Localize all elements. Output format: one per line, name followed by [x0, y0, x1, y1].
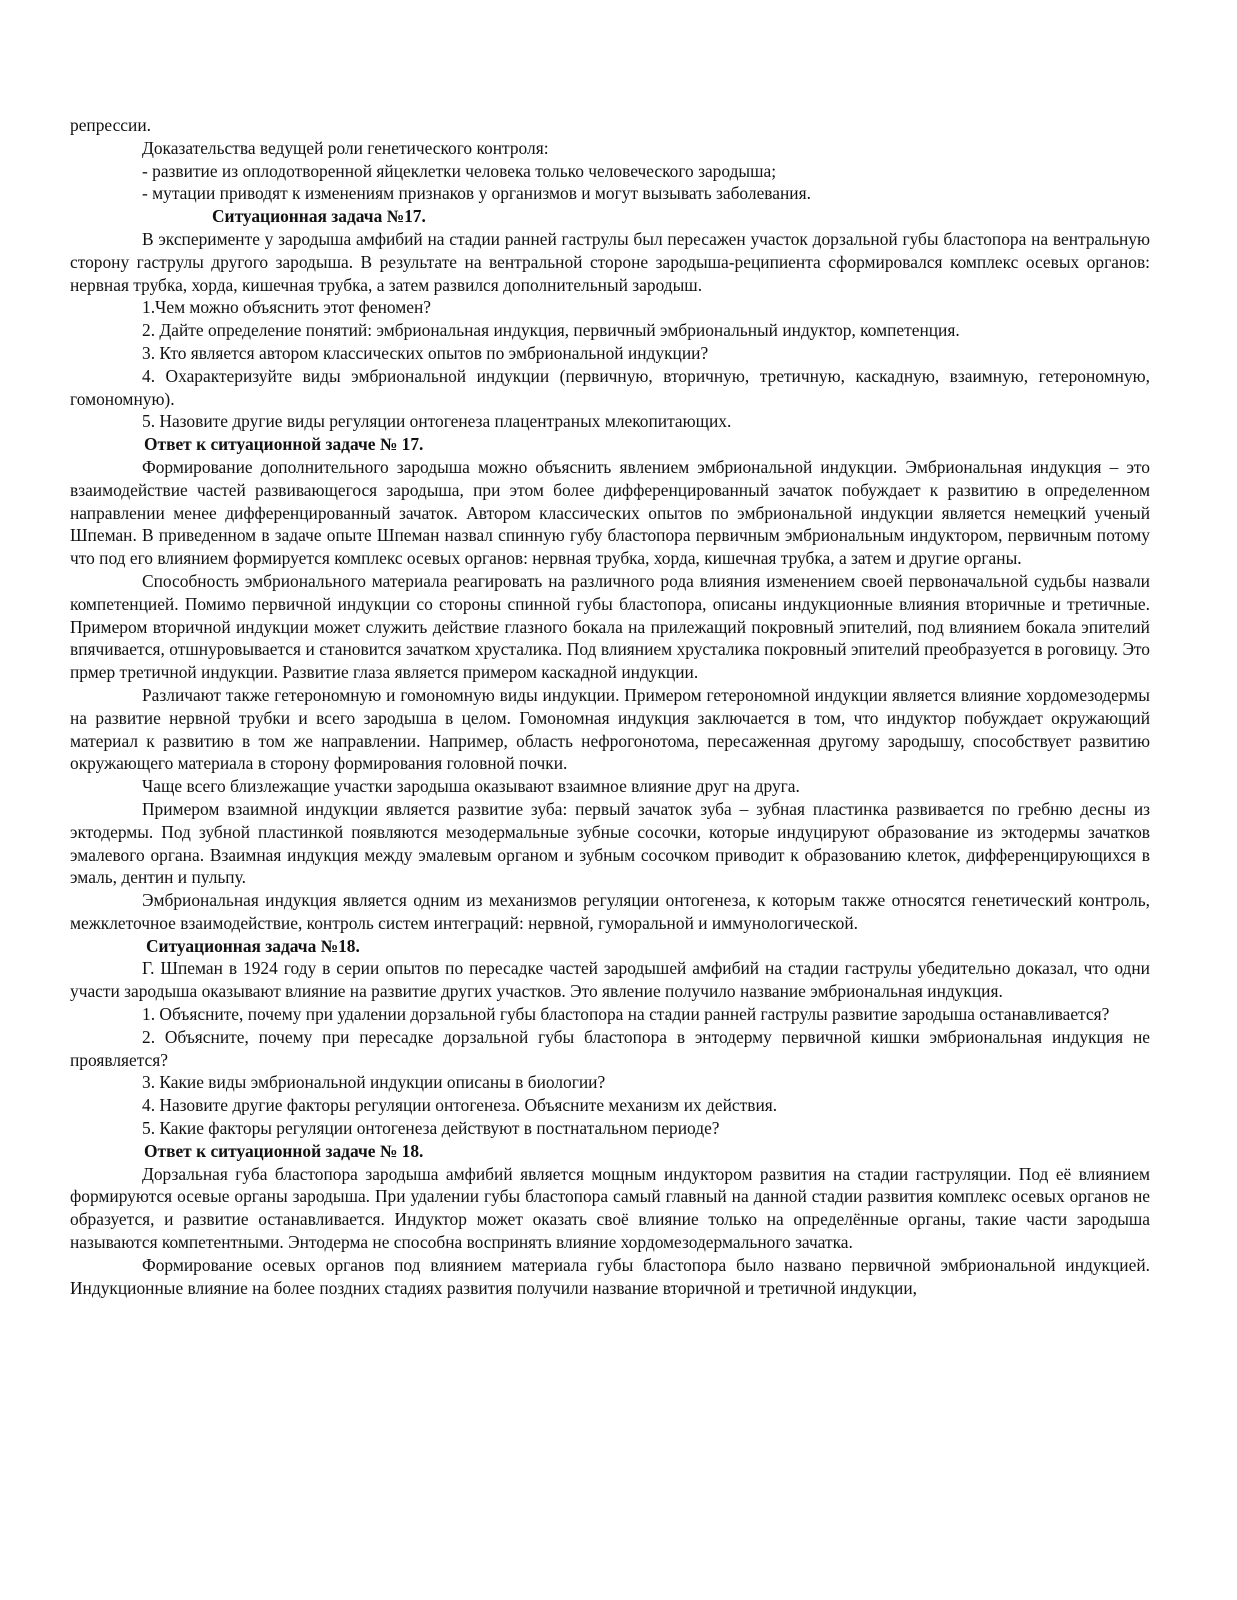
paragraph: Дорзальная губа бластопора зародыша амфибий является мощным индуктором развития на стадии гаструляции. Под её влиянием формируются осевые органы зародыша. При удалении губы бластопора самый главный на данной стадии развития комплекс осевых органов не образуется, и развитие останавливается. Индуктор может оказать своё влияние только на определённые органы, такие части зародыша называются компетентными. Энтодерма не способна воспринять влияние хордомезодермального зачатка.	[70, 1163, 1150, 1253]
paragraph: Эмбриональная индукция является одним из механизмов регуляции онтогенеза, к которым также относятся генетический контроль, межклеточное взаимодействие, контроль систем интеграций: нервной, гуморальной и иммунологической.	[70, 890, 1150, 933]
paragraph: Способность эмбрионального материала реагировать на различного рода влияния изменением своей первоначальной судьбы назвали компетенцией. Помимо первичной индукции со стороны спинной губы бластопора, описаны индукционные влияния вторичные и третичные. Примером вторичной индукции может служить действие глазного бокала на прилежащий покровный эпителий, под влиянием бокала эпителий впячивается, отшнуровывается и становится зачатком хрусталика. Под влиянием хрусталика покровный эпителий преобразуется в роговицу. Это прмер третичной индукции. Развитие глаза является примером каскадной индукции.	[70, 570, 1150, 683]
paragraph: репрессии.	[70, 115, 151, 135]
section-heading: Ответ к ситуационной задаче № 17.	[144, 434, 424, 455]
section-heading: Ответ к ситуационной задаче № 18.	[144, 1140, 424, 1161]
paragraph: Чаще всего близлежащие участки зародыша оказывают взаимное влияние друг на друга.	[142, 776, 800, 797]
paragraph: 5. Какие факторы регуляции онтогенеза действуют в постнатальном периоде?	[142, 1118, 720, 1139]
paragraph: 2. Дайте определение понятий: эмбриональная индукция, первичный эмбриональный индуктор, компетенция.	[142, 320, 960, 341]
paragraph: В эксперименте у зародыша амфибий на стадии ранней гаструлы был пересажен участок дорзальной губы бластопора на вентральную сторону гаструлы другого зародыша. В результате на вентральной стороне зародыша-реципиента сформировался комплекс осевых органов: нервная трубка, хорда, кишечная трубка, а затем развился дополнительный зародыш.	[70, 228, 1150, 295]
paragraph: Примером взаимной индукции является развитие зуба: первый зачаток зуба – зубная пластинка развивается по гребню десны из эктодермы. Под зубной пластинкой появляются мезодермальные зубные сосочки, которые индуцируют образование из эктодермы зачатков эмалевого органа. Взаимная индукция между эмалевым органом и зубным сосочком приводит к образованию клеток, дифференцирующихся в эмаль, дентин и пульпу.	[70, 798, 1150, 888]
paragraph: 5. Назовите другие виды регуляции онтогенеза плацентраных млекопитающих.	[142, 411, 732, 432]
paragraph: Формирование дополнительного зародыша можно объяснить явлением эмбриональной индукции. Эмбриональная индукция – это взаимодействие частей развивающегося зародыша, при этом более дифференцированный зачаток побуждает к развитию в определенном направлении менее дифференцированный зачаток. Автором классических опытов по эмбриональной индукции является немецкий ученый Шпеман. В приведенном в задаче опыте Шпеман назвал спинную губу бластопора первичным эмбриональным индуктором, первичным потому что под его влиянием формируется комплекс осевых органов: нервная трубка, хорда, кишечная трубка, а затем и другие органы.	[70, 456, 1150, 569]
paragraph: Г. Шпеман в 1924 году в серии опытов по пересадке частей зародышей амфибий на стадии гаструлы убедительно доказал, что одни участи зародыша оказывают влияние на развитие других участков. Это явление получило название эмбриональная индукция.	[70, 958, 1150, 1002]
paragraph: Формирование осевых органов под влиянием материала губы бластопора было названо первичной эмбриональной индукцией. Индукционные влияние на более поздних стадиях развития получили название вторичной и третичной индукции,	[70, 1254, 1150, 1298]
section-heading: Ситуационная задача №18.	[146, 935, 360, 956]
paragraph: 4. Охарактеризуйте виды эмбриональной индукции (первичную, вторичную, третичную, каскадную, взаимную, гетерономную, гомономную).	[70, 365, 1150, 409]
paragraph: - развитие из оплодотворенной яйцеклетки человека только человеческого зародыша;	[142, 160, 777, 181]
paragraph: Доказательства ведущей роли генетического контроля:	[142, 137, 549, 158]
paragraph: - мутации приводят к изменениям признаков у организмов и могут вызывать заболевания.	[142, 183, 811, 204]
paragraph: 3. Какие виды эмбриональной индукции описаны в биологии?	[142, 1072, 606, 1093]
paragraph: 3. Кто является автором классических опытов по эмбриональной индукции?	[142, 342, 709, 363]
paragraph: 1. Объясните, почему при удалении дорзальной губы бластопора на стадии ранней гаструлы развитие зародыша останавливается?	[142, 1004, 1110, 1025]
paragraph: Различают также гетерономную и гомономную виды индукции. Примером гетерономной индукции является влияние хордомезодермы на развитие нервной трубки и всего зародыша в целом. Гомономная индукция заключается в том, что индуктор побуждает окружающий материал к развитию в том же направлении. Например, область нефрогонотома, пересаженная другому зародышу, способствует развитию окружающего материала в сторону формирования головной почки.	[70, 684, 1150, 774]
document-page	[70, 114, 1150, 1299]
paragraph: 4. Назовите другие факторы регуляции онтогенеза. Объясните механизм их действия.	[142, 1095, 778, 1116]
paragraph: 1.Чем можно объяснить этот феномен?	[142, 297, 432, 318]
section-heading: Ситуационная задача №17.	[212, 206, 426, 227]
paragraph: 2. Объясните, почему при пересадке дорзальной губы бластопора в энтодерму первичной кишки эмбриональная индукция не проявляется?	[70, 1026, 1150, 1070]
